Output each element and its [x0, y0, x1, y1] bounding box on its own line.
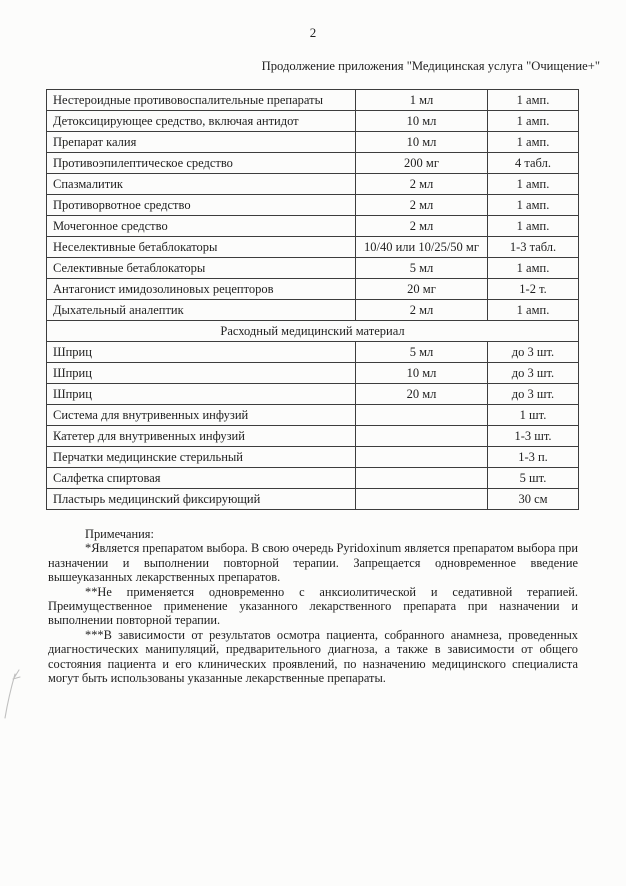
item-name-cell: Пластырь медицинский фиксирующий — [47, 489, 356, 510]
quantity-cell: 1 амп. — [488, 90, 579, 111]
table-row — [47, 300, 579, 321]
table-row — [47, 363, 579, 384]
item-name-cell: Неселективные бетаблокаторы — [47, 237, 356, 258]
item-name-cell: Катетер для внутривенных инфузий — [47, 426, 356, 447]
item-name-cell: Детоксицирующее средство, включая антидот — [47, 111, 356, 132]
item-name-cell: Спазмалитик — [47, 174, 356, 195]
dose-cell: 20 мг — [356, 279, 488, 300]
table-row — [47, 426, 579, 447]
dose-cell — [356, 489, 488, 510]
table-row — [47, 447, 579, 468]
dosage-table — [46, 89, 579, 510]
dose-cell: 10 мл — [356, 132, 488, 153]
quantity-cell: 1 амп. — [488, 300, 579, 321]
table-row — [47, 258, 579, 279]
table-row — [47, 111, 579, 132]
table-row — [47, 132, 579, 153]
quantity-cell: до 3 шт. — [488, 342, 579, 363]
quantity-cell: 1 амп. — [488, 216, 579, 237]
scan-artifact-mark — [1, 648, 27, 722]
table-row — [47, 90, 579, 111]
dose-cell — [356, 426, 488, 447]
quantity-cell: 4 табл. — [488, 153, 579, 174]
quantity-cell: 1 амп. — [488, 174, 579, 195]
table-row — [47, 237, 579, 258]
quantity-cell: 1 амп. — [488, 132, 579, 153]
table-row — [47, 195, 579, 216]
dose-cell: 2 мл — [356, 195, 488, 216]
item-name-cell: Салфетка спиртовая — [47, 468, 356, 489]
dose-cell — [356, 447, 488, 468]
quantity-cell: 1-3 табл. — [488, 237, 579, 258]
item-name-cell: Нестероидные противовоспалительные препараты — [47, 90, 356, 111]
item-name-cell: Шприц — [47, 384, 356, 405]
notes — [48, 527, 578, 685]
item-name-cell: Препарат калия — [47, 132, 356, 153]
quantity-cell: 1-2 т. — [488, 279, 579, 300]
consumables-header-section — [47, 321, 579, 342]
quantity-cell: до 3 шт. — [488, 363, 579, 384]
section-header-row — [47, 321, 579, 342]
note-paragraph: **Не применяется одновременно с анксиолитической и седативной терапией. Преимущественное применение указанного лекарственного препарата при назначении и выполнении повторной терапии. — [48, 584, 578, 628]
consumables-section — [47, 342, 579, 510]
dose-cell: 2 мл — [356, 300, 488, 321]
table-row — [47, 489, 579, 510]
dose-cell: 10/40 или 10/25/50 мг — [356, 237, 488, 258]
note-paragraph: ***В зависимости от результатов осмотра пациента, собранного анамнеза, проведенных диагностических манипуляций, предварительного диагноза, а также в зависимости от общего состояния пациента и его клинических проявлений, по назначению медицинского специалиста могут быть использованы указанные лекарственные препараты. — [48, 627, 578, 686]
page-number: 2 — [309, 25, 317, 40]
table-row — [47, 384, 579, 405]
quantity-cell: до 3 шт. — [488, 384, 579, 405]
medications-section — [47, 90, 579, 321]
dose-cell: 20 мл — [356, 384, 488, 405]
item-name-cell: Система для внутривенных инфузий — [47, 405, 356, 426]
table-row — [47, 153, 579, 174]
table-row — [47, 468, 579, 489]
quantity-cell: 30 см — [488, 489, 579, 510]
quantity-cell: 1 амп. — [488, 195, 579, 216]
dose-cell: 5 мл — [356, 342, 488, 363]
table-row — [47, 279, 579, 300]
item-name-cell: Шприц — [47, 363, 356, 384]
dose-cell — [356, 468, 488, 489]
item-name-cell: Селективные бетаблокаторы — [47, 258, 356, 279]
quantity-cell: 1 амп. — [488, 258, 579, 279]
item-name-cell: Антагонист имидозолиновых рецепторов — [47, 279, 356, 300]
dose-cell: 2 мл — [356, 216, 488, 237]
item-name-cell: Противорвотное средство — [47, 195, 356, 216]
quantity-cell: 1 амп. — [488, 111, 579, 132]
quantity-cell: 1-3 шт. — [488, 426, 579, 447]
continuation-header: Продолжение приложения "Медицинская услуга "Очищение+" — [261, 59, 600, 73]
dose-cell: 2 мл — [356, 174, 488, 195]
note-paragraph: *Является препаратом выбора. В свою очередь Pyridoxinum является препаратом выбора при назначении и выполнении повторной терапии. Запрещается одновременное введение вышеуказанных лекарственных препаратов. — [48, 541, 578, 585]
table-row — [47, 405, 579, 426]
dose-cell: 5 мл — [356, 258, 488, 279]
quantity-cell: 1-3 п. — [488, 447, 579, 468]
item-name-cell: Противоэпилептическое средство — [47, 153, 356, 174]
section-header-cell: Расходный медицинский материал — [47, 321, 579, 342]
dose-cell — [356, 405, 488, 426]
item-name-cell: Дыхательный аналептик — [47, 300, 356, 321]
dose-cell: 1 мл — [356, 90, 488, 111]
dose-cell: 200 мг — [356, 153, 488, 174]
quantity-cell: 5 шт. — [488, 468, 579, 489]
item-name-cell: Перчатки медицинские стерильный — [47, 447, 356, 468]
quantity-cell: 1 шт. — [488, 405, 579, 426]
notes-title: Примечания: — [85, 527, 154, 541]
item-name-cell: Шприц — [47, 342, 356, 363]
dose-cell: 10 мл — [356, 363, 488, 384]
table-row — [47, 342, 579, 363]
dose-cell: 10 мл — [356, 111, 488, 132]
table-row — [47, 174, 579, 195]
table-row — [47, 216, 579, 237]
item-name-cell: Мочегонное средство — [47, 216, 356, 237]
